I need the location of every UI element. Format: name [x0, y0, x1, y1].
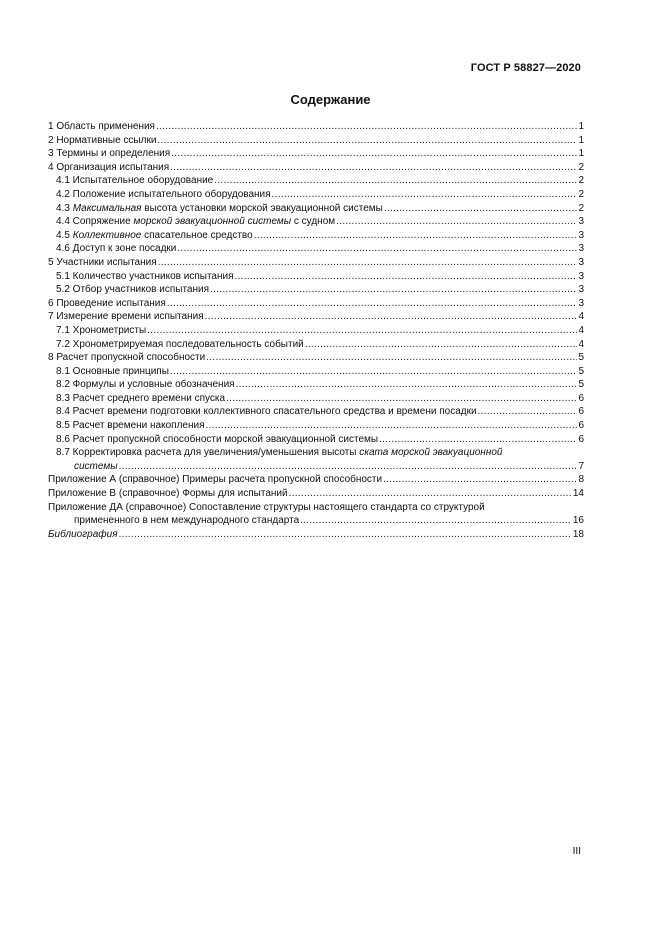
toc-entry[interactable]	[48, 134, 584, 148]
document-code: ГОСТ Р 58827—2020	[470, 62, 581, 74]
toc-entry-page: 4	[578, 311, 584, 323]
toc-bibliography-text: Библиография	[48, 528, 118, 540]
toc-appendix-a-text: Приложение А (справочное) Примеры расчета пропускной способности	[48, 474, 383, 486]
toc-bibliography-page: 18	[572, 528, 584, 540]
toc-entry-text-part: 8.2 Формулы и условные обозначения	[56, 379, 235, 391]
toc-entry[interactable]	[48, 405, 584, 419]
toc-entry-text-part: 8.3 Расчет среднего времени спуска	[56, 392, 226, 404]
leader-dots	[156, 120, 577, 134]
leader-dots	[478, 405, 578, 419]
toc-entry-text	[56, 283, 209, 297]
toc-entry-page: 5	[578, 379, 584, 391]
leader-dots	[235, 270, 578, 284]
toc-entry-page: 1	[578, 148, 584, 160]
toc-entry-text-part: 4 Организация испытания	[48, 161, 170, 173]
toc-entry-text	[48, 120, 155, 134]
toc-entry-text	[48, 147, 170, 161]
toc-entry-page: 3	[578, 256, 584, 268]
toc-entry-text	[48, 134, 156, 148]
toc-entry-italic-term: морской эвакуационной системы	[133, 216, 292, 228]
toc-entry-page: 2	[578, 188, 584, 200]
toc-entry[interactable]	[48, 188, 584, 202]
toc-entry[interactable]	[48, 324, 584, 338]
toc-entry[interactable]	[48, 174, 584, 188]
leader-dots	[254, 229, 578, 243]
toc-entry[interactable]	[48, 242, 584, 256]
toc-appendix-da[interactable]	[48, 501, 584, 515]
leader-dots	[170, 161, 577, 175]
leader-dots	[214, 174, 577, 188]
toc-entry[interactable]	[48, 270, 584, 284]
toc-entry-text	[56, 242, 176, 256]
toc-entry-8-7-page: 7	[578, 460, 584, 472]
leader-dots	[177, 242, 577, 256]
toc-entry[interactable]	[48, 297, 584, 311]
toc-appendix-a-page: 8	[578, 474, 584, 486]
toc-entry-text-part: 5.2 Отбор участников испытания	[56, 284, 210, 296]
toc-entry-page: 6	[578, 406, 584, 418]
toc-entry[interactable]	[48, 338, 584, 352]
toc-appendix-a[interactable]	[48, 473, 584, 487]
leader-dots	[206, 351, 577, 365]
toc-entry[interactable]	[48, 351, 584, 365]
toc-entry-8-7[interactable]	[48, 446, 584, 460]
toc-entry-page: 1	[578, 121, 584, 132]
page-number: III	[572, 846, 581, 857]
leader-dots	[158, 256, 578, 270]
toc-entry-text-part: 4.3	[56, 202, 73, 214]
toc-entry-text	[48, 256, 157, 270]
toc-entry[interactable]	[48, 215, 584, 229]
leader-dots	[336, 215, 577, 229]
toc-entry-text-part: 3 Термины и определения	[48, 148, 171, 160]
toc-entry-text-part: 8.5 Расчет времени накопления	[56, 420, 205, 432]
leader-dots	[205, 310, 578, 324]
toc-entry[interactable]	[48, 392, 584, 406]
toc-entry-page: 3	[578, 297, 584, 309]
leader-dots	[170, 365, 578, 379]
toc-entry-page: 6	[578, 392, 584, 404]
toc-entry[interactable]	[48, 378, 584, 392]
toc-entry-italic-term: Максимальная	[72, 202, 142, 214]
toc-entry-text-part: 7.1 Хронометристы	[56, 324, 147, 336]
toc-entry[interactable]	[48, 310, 584, 324]
toc-entry[interactable]	[48, 419, 584, 433]
leader-dots	[167, 297, 578, 311]
toc-entry-text-part: 7 Измерение времени испытания	[48, 311, 204, 323]
toc-bibliography[interactable]	[48, 528, 584, 542]
toc-title: Содержание	[290, 92, 371, 107]
toc-entry[interactable]	[48, 147, 584, 161]
toc-entry-text	[56, 215, 335, 229]
toc-entry-text-part: 4.1 Испытательное оборудование	[56, 175, 214, 187]
toc-entry-text-part: 6 Проведение испытания	[48, 297, 166, 309]
toc-entry-text-part: 8.4 Расчет времени подготовки коллективного спасательного средства и времени посадки	[56, 406, 477, 418]
toc-entry-text-part: 4.5	[56, 229, 73, 241]
toc-entry[interactable]	[48, 256, 584, 270]
toc-entry[interactable]	[48, 433, 584, 447]
toc-entry-8-7-cont-text: системы	[74, 460, 118, 472]
toc-entry-page: 3	[578, 243, 584, 255]
toc-entry-text	[48, 310, 204, 324]
toc-entry-text	[56, 270, 234, 284]
toc-appendix-da-cont	[48, 514, 584, 528]
toc-entry-text	[56, 324, 146, 338]
toc-entry-text-part: 8 Расчет пропускной способности	[48, 352, 206, 364]
toc-entry-page: 2	[578, 161, 584, 173]
toc-entry-text	[56, 188, 271, 202]
toc-entry-page: 5	[578, 352, 584, 364]
toc-entry-text-part: с судном	[291, 216, 336, 228]
leader-dots	[383, 473, 577, 487]
leader-dots	[379, 433, 577, 447]
toc-entry-text	[56, 338, 304, 352]
toc-entry-text-part: 7.2 Хронометрируемая последовательность событий	[56, 338, 304, 350]
leader-dots	[119, 460, 578, 474]
toc-entry[interactable]	[48, 202, 584, 216]
toc-entry-text	[56, 378, 235, 392]
toc-entry-page: 1	[578, 134, 584, 146]
leader-dots	[210, 283, 577, 297]
toc-entry-text	[56, 405, 477, 419]
toc-entry-page: 6	[578, 420, 584, 432]
toc-entry-text	[56, 229, 253, 243]
toc-entry[interactable]	[48, 161, 584, 175]
toc-entry[interactable]	[48, 283, 584, 297]
toc-entry-text-part: 2 Нормативные ссылки	[48, 134, 157, 146]
toc-entry-page: 5	[578, 365, 584, 377]
leader-dots	[226, 392, 577, 406]
toc-entry-italic-term: Коллективное	[72, 229, 142, 241]
toc-entries	[48, 120, 584, 446]
leader-dots	[119, 528, 572, 542]
toc-appendix-da-line1: Приложение ДА (справочное) Сопоставление структуры настоящего стандарта со структурой	[48, 501, 485, 513]
toc-entry-text	[56, 365, 169, 379]
toc-entry-text-part: 4.4 Сопряжение	[56, 216, 134, 228]
leader-dots	[300, 514, 572, 528]
toc-entry[interactable]	[48, 365, 584, 379]
leader-dots	[305, 338, 578, 352]
toc-entry-text	[48, 351, 205, 365]
toc-entry-page: 4	[578, 338, 584, 350]
leader-dots	[171, 147, 577, 161]
toc-appendix-b[interactable]	[48, 487, 584, 501]
leader-dots	[289, 487, 572, 501]
toc-entry-text-part: 8.6 Расчет пропускной способности морской эвакуационной системы	[56, 433, 379, 445]
toc-appendix-da-page: 16	[572, 515, 584, 527]
toc-entry-text	[48, 161, 169, 175]
toc-entry-text	[56, 202, 383, 216]
toc-entry-text-part: 4.2 Положение испытательного оборудования	[56, 188, 271, 200]
toc-entry-text-part: 5 Участники испытания	[48, 256, 157, 268]
toc-entry-text-part: 4.6 Доступ к зоне посадки	[56, 243, 177, 255]
toc-entry-text	[48, 297, 166, 311]
leader-dots	[272, 188, 578, 202]
toc-entry-text-part: высота установки морской эвакуационной системы	[141, 202, 383, 214]
toc-entry-text	[56, 419, 205, 433]
leader-dots	[147, 324, 577, 338]
toc-entry-text	[56, 174, 213, 188]
leader-dots	[157, 134, 577, 148]
leader-dots	[236, 378, 578, 392]
toc-entry-page: 2	[578, 175, 584, 187]
toc-entry-text-part: 5.1 Количество участников испытания	[56, 270, 234, 282]
toc-entry-text-part: 1 Область применения	[48, 121, 155, 132]
toc-entry[interactable]	[48, 120, 584, 134]
toc-entry-page: 6	[578, 433, 584, 445]
toc-entry-text-part: спасательное средство	[141, 229, 253, 241]
toc-entry[interactable]	[48, 229, 584, 243]
toc-appendix-b-text: Приложение В (справочное) Формы для испытаний	[48, 488, 288, 500]
toc-appendix-da-line2: примененного в нем международного стандарта	[74, 515, 300, 527]
toc-entry-8-7-text: 8.7 Корректировка расчета для увеличения/уменьшения высоты	[56, 447, 360, 459]
toc-entry-text-part: 8.1 Основные принципы	[56, 365, 169, 377]
toc-entry-text	[56, 433, 378, 447]
toc-entry-page: 2	[578, 202, 584, 214]
toc-entry-page: 4	[578, 324, 584, 336]
table-of-contents	[48, 120, 584, 541]
toc-entry-page: 3	[578, 216, 584, 228]
toc-entry-page: 3	[578, 284, 584, 296]
leader-dots	[384, 202, 578, 216]
toc-entry-8-7-italic: ската морской эвакуационной	[359, 447, 503, 459]
toc-entry-page: 3	[578, 229, 584, 241]
leader-dots	[206, 419, 578, 433]
toc-entry-page: 3	[578, 270, 584, 282]
toc-entry-text	[56, 392, 225, 406]
toc-appendix-b-page: 14	[572, 488, 584, 500]
toc-entry-8-7-cont	[48, 460, 584, 474]
